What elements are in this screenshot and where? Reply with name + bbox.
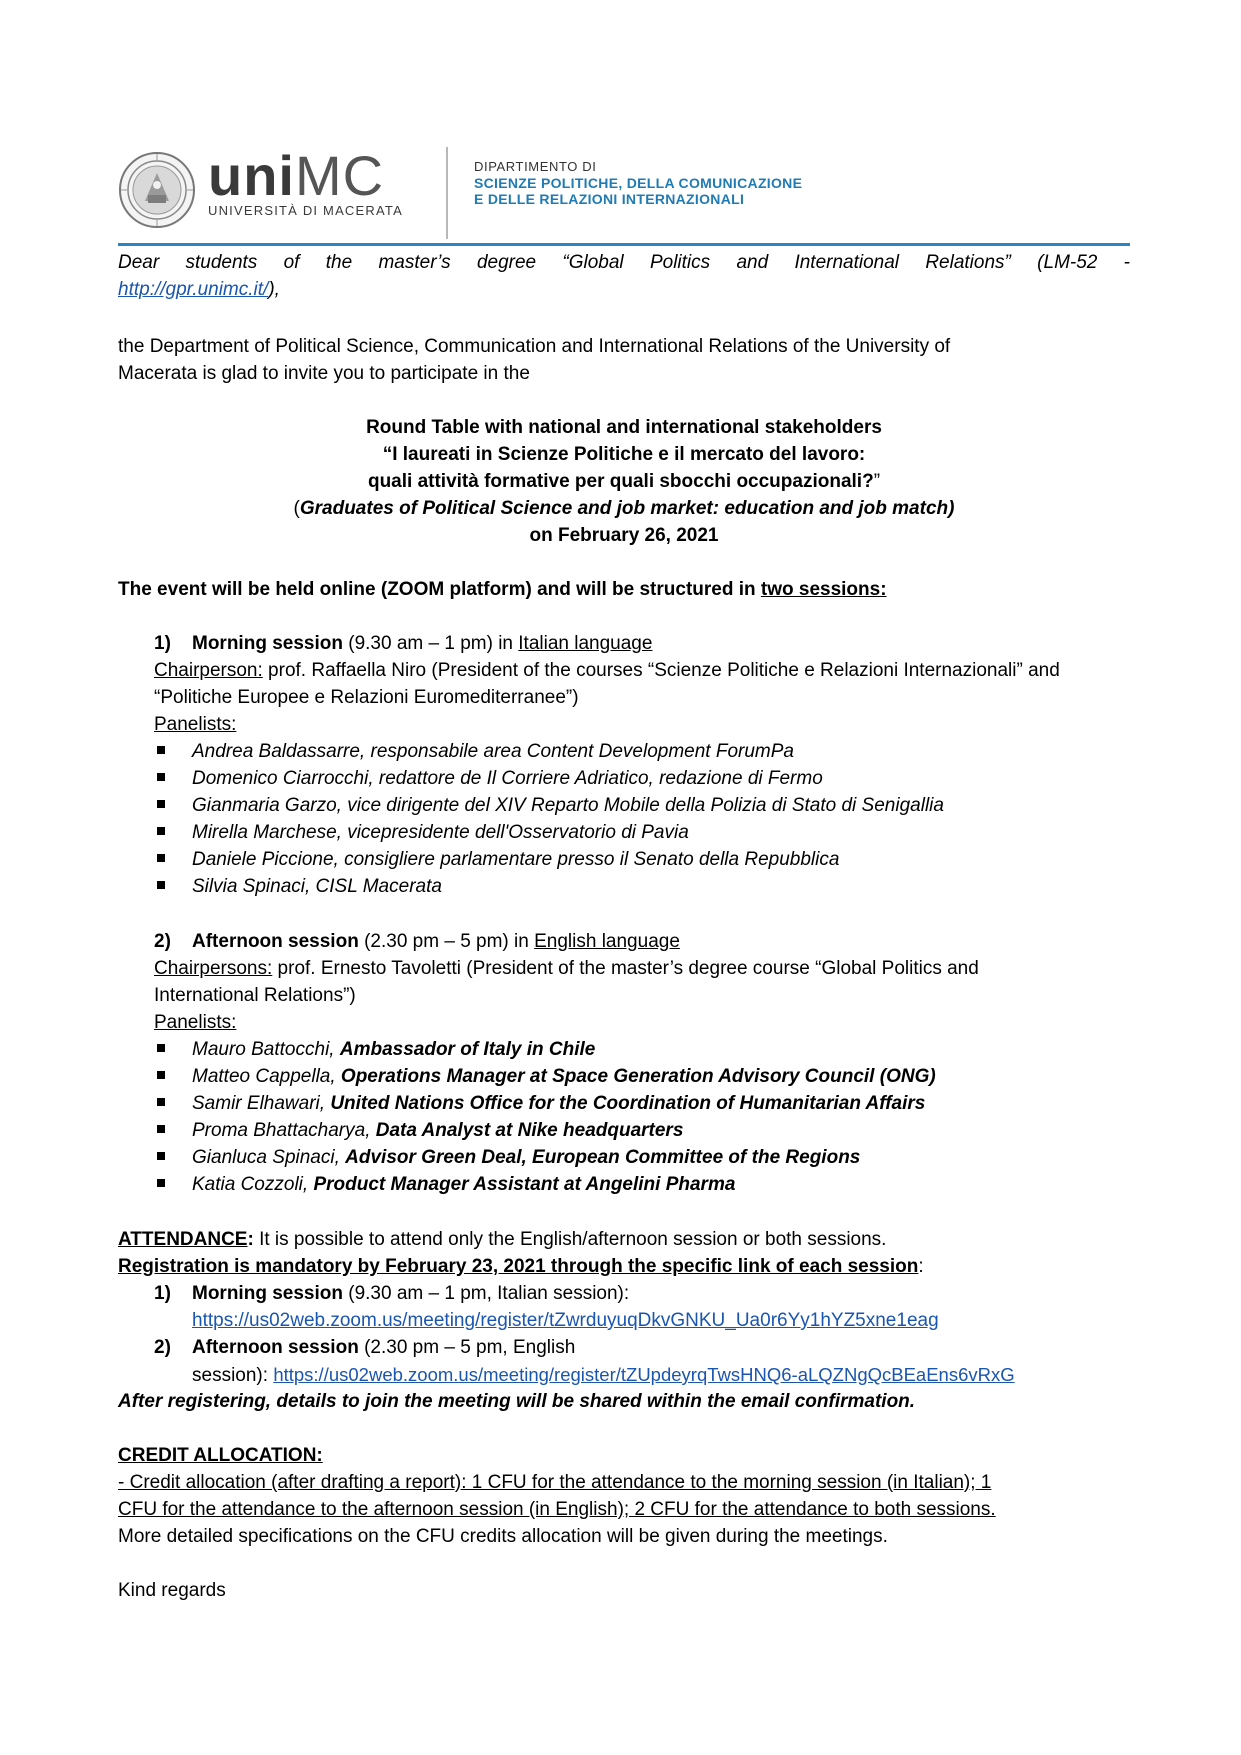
closing: Kind regards — [118, 1580, 226, 1601]
session2-name: Afternoon session — [192, 931, 359, 952]
session1-heading — [154, 630, 652, 657]
event-date: on February 26, 2021 — [529, 525, 719, 546]
intro-line-1: the Department of Political Science, Communication and International Relations of the University of — [118, 336, 951, 357]
afternoon-registration-link[interactable]: https://us02web.zoom.us/meeting/register/tZUpdeyrqTwsHNQ6-aLQZNgQcBEaEns6vRxG — [273, 1364, 1015, 1385]
session2-chair-text: prof. Ernesto Tavoletti (President of the master’s degree course “Global Politics and — [272, 958, 979, 979]
credit-label: CREDIT ALLOCATION: — [118, 1445, 323, 1466]
bullet-icon — [157, 1125, 165, 1133]
session2-chair-line-1 — [154, 955, 979, 982]
session1-time: (9.30 am – 1 pm) in — [342, 633, 519, 654]
unimc-logo — [208, 144, 403, 218]
panelist-name: Gianluca Spinaci, — [192, 1147, 346, 1168]
reg1-heading — [154, 1280, 629, 1307]
bullet-icon — [157, 827, 165, 835]
session2-panelists-label: Panelists: — [154, 1012, 237, 1033]
dept-line-1: DIPARTIMENTO DI — [474, 159, 597, 174]
brand-subtitle: UNIVERSITÀ DI MACERATA — [208, 203, 403, 218]
session1-panelists-label: Panelists: — [154, 714, 237, 735]
session2-number: 2) — [154, 931, 171, 952]
panelist-name: Samir Elhawari, — [192, 1093, 331, 1114]
event-title-line-3 — [118, 468, 1130, 495]
credit-line-1: - Credit allocation (after drafting a report): 1 CFU for the attendance to the morning session (in Italian); 1 — [118, 1472, 992, 1493]
structure-underlined: two sessions: — [760, 579, 887, 600]
panelist-role: Product Manager Assistant at Angelini Pharma — [313, 1174, 736, 1195]
session2-heading — [154, 928, 680, 955]
session1-number: 1) — [154, 633, 171, 654]
bullet-icon — [157, 1098, 165, 1106]
session1-panelist: Daniele Piccione, consigliere parlamentare presso il Senato della Repubblica — [192, 849, 840, 870]
panelist-role: Operations Manager at Space Generation Advisory Council (ONG) — [340, 1066, 936, 1087]
panelist-role: United Nations Office for the Coordination of Humanitarian Affairs — [330, 1093, 926, 1114]
session1-panelist: Domenico Ciarrocchi, redattore de Il Corriere Adriatico, redazione di Fermo — [192, 768, 823, 789]
session1-language: Italian language — [518, 633, 653, 654]
session2-chair-label: Chairpersons: — [154, 958, 273, 979]
greeting-line-2 — [118, 276, 280, 303]
bullet-icon — [157, 854, 165, 862]
session1-panelist: Andrea Baldassarre, responsabile area Content Development ForumPa — [192, 741, 794, 762]
session2-panelist — [192, 1117, 683, 1144]
dept-line-3: E DELLE RELAZIONI INTERNAZIONALI — [474, 191, 745, 207]
reg2-link-line — [192, 1361, 1015, 1389]
attendance-label: ATTENDANCE — [118, 1229, 248, 1250]
session1-panelist: Gianmaria Garzo, vice dirigente del XIV Reparto Mobile della Polizia di Stato di Senigallia — [192, 795, 944, 816]
registration-line — [118, 1253, 924, 1280]
event-title-paren: ( — [293, 498, 300, 519]
credit-line-2: CFU for the attendance to the afternoon session (in English); 2 CFU for the attendance to both sessions. — [118, 1499, 996, 1520]
brand-bold: uni — [208, 144, 295, 207]
credit-line-3: More detailed specifications on the CFU credits allocation will be given during the meetings. — [118, 1526, 888, 1547]
event-title-line-3-text: quali attività formative per quali sbocchi occupazionali? — [367, 471, 874, 492]
reg2-heading — [154, 1334, 575, 1361]
bullet-icon — [157, 1044, 165, 1052]
reg1-name: Morning session — [192, 1283, 343, 1304]
event-title-line-2: “I laureati in Scienze Politiche e il mercato del lavoro: — [382, 444, 866, 465]
session2-panelist — [192, 1090, 925, 1117]
dept-line-2: SCIENZE POLITICHE, DELLA COMUNICAZIONE — [474, 175, 803, 191]
bullet-icon — [157, 1152, 165, 1160]
greeting-line-1: Dear students of the master’s degree “Global Politics and International Relations” (LM-52 - — [118, 252, 1130, 273]
program-link[interactable]: http://gpr.unimc.it/ — [118, 279, 269, 300]
structure-text: The event will be held online (ZOOM platform) and will be structured in — [118, 579, 761, 600]
attendance-text: It is possible to attend only the English/afternoon session or both sessions. — [253, 1229, 887, 1250]
bullet-icon — [157, 773, 165, 781]
reg2-detail-2: session): — [192, 1365, 274, 1386]
panelist-name: Matteo Cappella, — [192, 1066, 341, 1087]
session1-chair-text: prof. Raffaella Niro (President of the courses “Scienze Politiche e Relazioni Internazionali” and — [262, 660, 1060, 681]
bullet-icon — [157, 746, 165, 754]
session2-time: (2.30 pm – 5 pm) in — [358, 931, 535, 952]
session2-panelist — [192, 1144, 860, 1171]
attendance-colon: : — [247, 1229, 254, 1250]
session1-panelist: Silvia Spinaci, CISL Macerata — [192, 876, 442, 897]
bullet-icon — [157, 1179, 165, 1187]
session2-chair-line-2: International Relations”) — [154, 985, 356, 1006]
session2-panelist — [192, 1171, 735, 1198]
session1-chair-line-2: “Politiche Europee e Relazioni Euromediterranee”) — [154, 687, 579, 708]
department-name — [474, 159, 802, 207]
panelist-name: Katia Cozzoli, — [192, 1174, 314, 1195]
reg1-number: 1) — [154, 1283, 171, 1304]
bullet-icon — [157, 881, 165, 889]
session1-name: Morning session — [192, 633, 343, 654]
structure-line — [118, 576, 887, 603]
panelist-role: Data Analyst at Nike headquarters — [375, 1120, 684, 1141]
morning-registration-link[interactable]: https://us02web.zoom.us/meeting/register/tZwrduyuqDkvGNKU_Ua0r6Yy1hYZ5xne1eag — [192, 1310, 939, 1331]
header-rule — [118, 243, 1130, 246]
session2-language: English language — [534, 931, 680, 952]
registration-text: Registration is mandatory by February 23, 2021 through the specific link of each session — [118, 1256, 919, 1277]
panelist-role: Advisor Green Deal, European Committee of the Regions — [345, 1147, 861, 1168]
reg2-name: Afternoon session — [192, 1337, 359, 1358]
reg1-detail: (9.30 am – 1 pm, Italian session): — [342, 1283, 630, 1304]
after-registering-note: After registering, details to join the meeting will be shared within the email confirmation. — [118, 1391, 916, 1412]
panelist-name: Mauro Battocchi, — [192, 1039, 340, 1060]
letterhead — [118, 143, 1130, 243]
event-title-english: Graduates of Political Science and job market: education and job match) — [299, 498, 955, 519]
event-title-line-3-quote: ” — [873, 471, 881, 492]
intro-line-2: Macerata is glad to invite you to participate in the — [118, 363, 530, 384]
header-divider — [446, 147, 448, 239]
bullet-icon — [157, 800, 165, 808]
registration-colon: : — [918, 1256, 924, 1277]
panelist-name: Proma Bhattacharya, — [192, 1120, 376, 1141]
panelist-role: Ambassador of Italy in Chile — [339, 1039, 596, 1060]
session1-chair-label: Chairperson: — [154, 660, 263, 681]
reg2-number: 2) — [154, 1337, 171, 1358]
bullet-icon — [157, 1071, 165, 1079]
event-title-line-1: Round Table with national and international stakeholders — [366, 417, 882, 438]
greeting-suffix: ), — [268, 279, 280, 300]
attendance-line — [118, 1226, 886, 1253]
session1-panelist: Mirella Marchese, vicepresidente dell'Osservatorio di Pavia — [192, 822, 689, 843]
event-title-line-4 — [118, 495, 1130, 522]
university-seal-icon — [118, 151, 196, 229]
reg2-detail: (2.30 pm – 5 pm, English — [358, 1337, 576, 1358]
session1-chair-line-1 — [154, 657, 1060, 684]
brand-light: MC — [294, 144, 385, 207]
session2-panelist — [192, 1063, 936, 1090]
session2-panelist — [192, 1036, 595, 1063]
